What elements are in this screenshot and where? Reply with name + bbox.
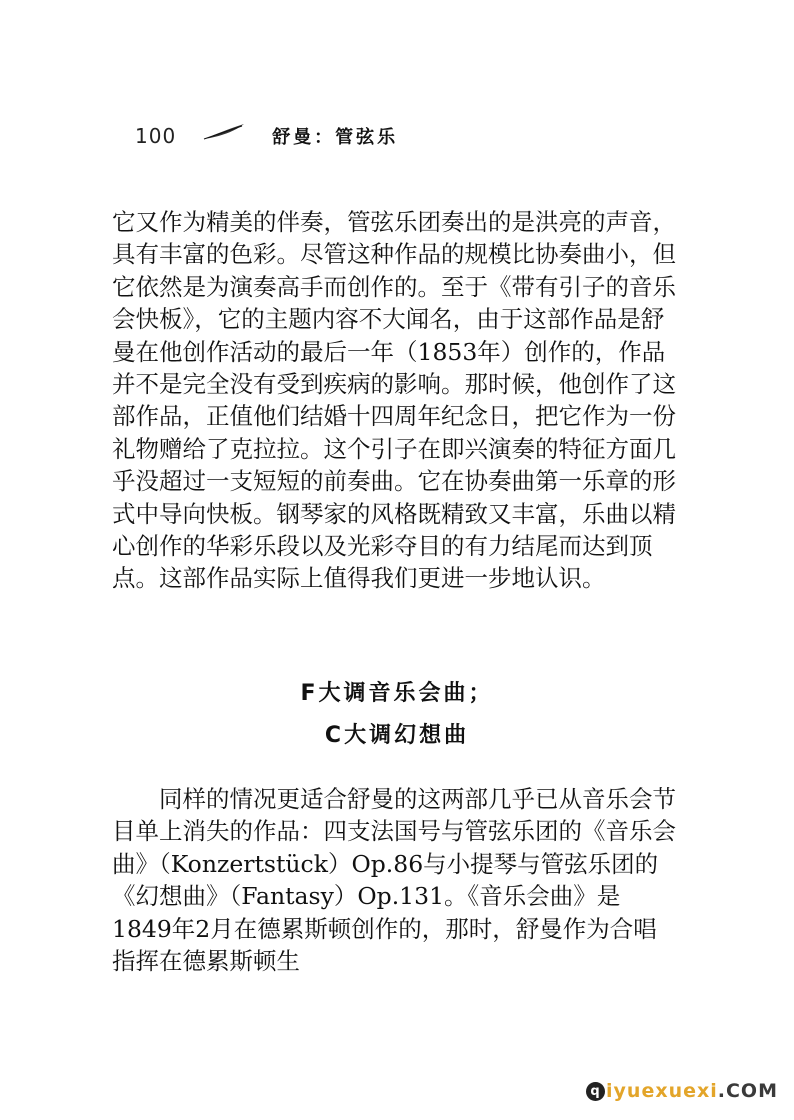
- watermark-q-icon: q: [586, 1082, 605, 1101]
- page-number: 100: [135, 124, 177, 148]
- body-paragraph-1: 它又作为精美的伴奏，管弦乐团奏出的是洪亮的声音，具有丰富的色彩。尽管这种作品的规模比协奏曲小，但它依然是为演奏高手而创作的。至于《带有引子的音乐会快板》，它的主题内容不大闻名，由于这部作品是舒曼在他创作活动的最后一年（1853年）创作的，作品并不是完全没有受到疾病的影响。那时候，他创作了这部作品，正值他们结婚十四周年纪念日，把它作为一份礼物赠给了克拉拉。这个引子在即兴演奏的特征方面几乎没超过一支短短的前奏曲。它在协奏曲第一乐章的形式中导向快板。钢琴家的风格既精致又丰富，乐曲以精心创作的华彩乐段以及光彩夺目的有力结尾而达到顶点。这部作品实际上值得我们更进一步地认识。: [112, 208, 676, 593]
- section-heading-line-2: C大调幻想曲: [324, 723, 470, 748]
- watermark-logo: [586, 1080, 778, 1102]
- quill-icon: [202, 123, 246, 145]
- body-paragraph-2: 同样的情况更适合舒曼的这两部几乎已从音乐会节目单上消失的作品：四支法国号与管弦乐团的《音乐会曲》（Konzertstück）Op.86与小提琴与管弦乐团的《幻想曲》（Fantasy）Op.131。《音乐会曲》是1849年2月在德累斯顿创作的，那时，舒曼作为合唱指挥在德累斯顿生: [112, 785, 676, 976]
- watermark-text-domain: .COM: [717, 1080, 778, 1102]
- running-head: 舒曼：管弦乐: [272, 127, 399, 148]
- watermark-text-main: iyuexuexi: [606, 1080, 718, 1102]
- section-heading-line-1: F大调音乐会曲；: [300, 681, 494, 706]
- page-header: [135, 118, 398, 154]
